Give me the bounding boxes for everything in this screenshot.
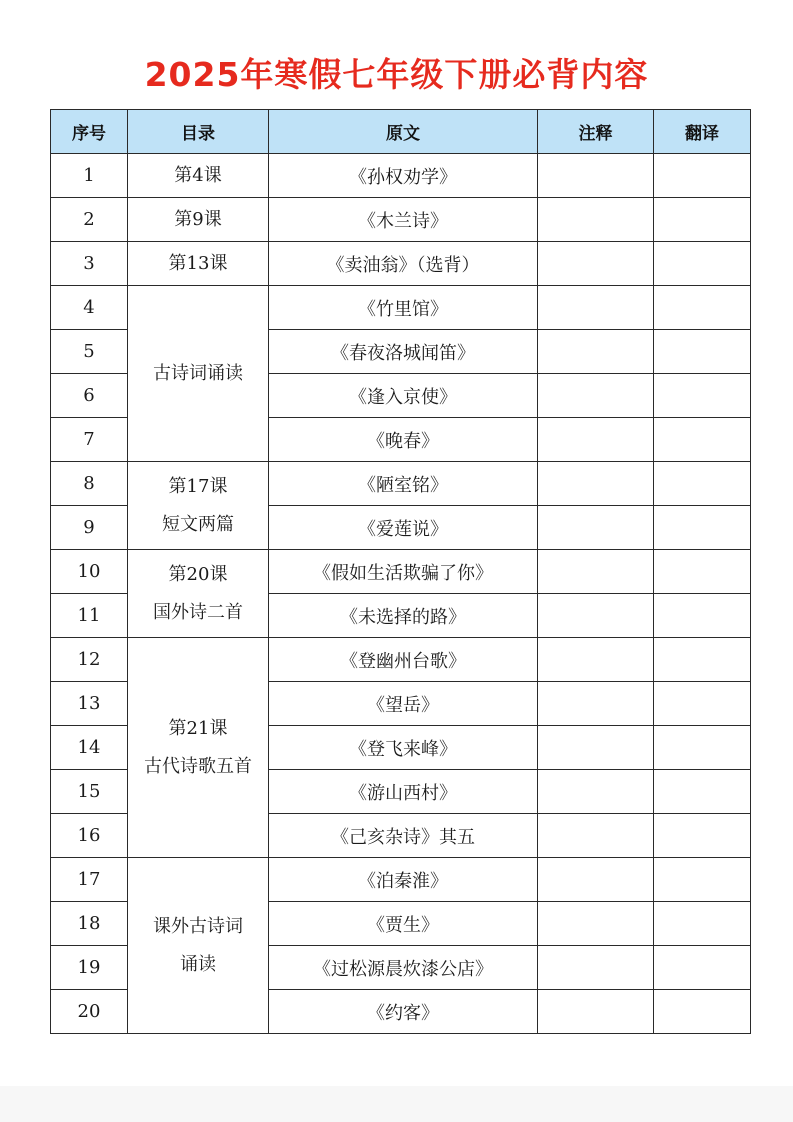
annotation-cell[interactable] — [538, 814, 654, 858]
annotation-cell[interactable] — [538, 242, 654, 286]
lesson-cell — [128, 154, 269, 198]
translation-cell[interactable] — [654, 638, 751, 682]
lesson-cell — [128, 198, 269, 242]
translation-cell[interactable] — [654, 286, 751, 330]
original-text: 《己亥杂诗》其五 — [269, 814, 538, 858]
original-text: 《登飞来峰》 — [269, 726, 538, 770]
annotation-cell[interactable] — [538, 154, 654, 198]
lesson-label: 第13课 — [168, 252, 228, 274]
table-row — [51, 242, 751, 286]
table-row — [51, 154, 751, 198]
translation-cell[interactable] — [654, 462, 751, 506]
translation-cell[interactable] — [654, 330, 751, 374]
annotation-cell[interactable] — [538, 946, 654, 990]
annotation-cell[interactable] — [538, 726, 654, 770]
translation-cell[interactable] — [654, 858, 751, 902]
table-header-row — [51, 110, 751, 154]
translation-cell[interactable] — [654, 682, 751, 726]
annotation-cell[interactable] — [538, 638, 654, 682]
annotation-cell[interactable] — [538, 990, 654, 1034]
lesson-label: 第17课 — [168, 475, 228, 497]
translation-cell[interactable] — [654, 990, 751, 1034]
table-row — [51, 286, 751, 330]
translation-cell[interactable] — [654, 374, 751, 418]
original-text: 《望岳》 — [269, 682, 538, 726]
original-text: 《晚春》 — [269, 418, 538, 462]
table-row — [51, 550, 751, 594]
annotation-cell[interactable] — [538, 858, 654, 902]
header-catalog: 目录 — [128, 110, 269, 154]
original-text: 《卖油翁》（选背） — [269, 242, 538, 286]
annotation-cell[interactable] — [538, 682, 654, 726]
row-number: 16 — [51, 814, 128, 858]
table-row — [51, 462, 751, 506]
lesson-cell — [128, 242, 269, 286]
footer-strip — [0, 1086, 793, 1122]
lesson-label: 短文两篇 — [162, 513, 234, 535]
original-text: 《竹里馆》 — [269, 286, 538, 330]
original-text: 《未选择的路》 — [269, 594, 538, 638]
table-row — [51, 638, 751, 682]
translation-cell[interactable] — [654, 814, 751, 858]
translation-cell[interactable] — [654, 550, 751, 594]
annotation-cell[interactable] — [538, 902, 654, 946]
annotation-cell[interactable] — [538, 286, 654, 330]
original-text: 《木兰诗》 — [269, 198, 538, 242]
original-text: 《游山西村》 — [269, 770, 538, 814]
lesson-label: 第21课 — [168, 717, 228, 739]
header-original: 原文 — [269, 110, 538, 154]
original-text: 《登幽州台歌》 — [269, 638, 538, 682]
translation-cell[interactable] — [654, 198, 751, 242]
original-text: 《过松源晨炊漆公店》 — [269, 946, 538, 990]
lesson-label: 第4课 — [174, 164, 222, 186]
lesson-label: 古诗词诵读 — [153, 362, 243, 384]
translation-cell[interactable] — [654, 594, 751, 638]
row-number: 10 — [51, 550, 128, 594]
row-number: 12 — [51, 638, 128, 682]
table-row — [51, 858, 751, 902]
original-text: 《孙权劝学》 — [269, 154, 538, 198]
translation-cell[interactable] — [654, 154, 751, 198]
translation-cell[interactable] — [654, 946, 751, 990]
annotation-cell[interactable] — [538, 418, 654, 462]
table-body — [51, 154, 751, 1034]
lesson-label: 第20课 — [168, 563, 228, 585]
original-text: 《约客》 — [269, 990, 538, 1034]
row-number: 1 — [51, 154, 128, 198]
row-number: 6 — [51, 374, 128, 418]
lesson-cell — [128, 550, 269, 638]
row-number: 11 — [51, 594, 128, 638]
annotation-cell[interactable] — [538, 594, 654, 638]
translation-cell[interactable] — [654, 506, 751, 550]
row-number: 3 — [51, 242, 128, 286]
recitation-table — [50, 109, 751, 1034]
original-text: 《逢入京使》 — [269, 374, 538, 418]
annotation-cell[interactable] — [538, 330, 654, 374]
header-translation: 翻译 — [654, 110, 751, 154]
row-number: 19 — [51, 946, 128, 990]
row-number: 14 — [51, 726, 128, 770]
row-number: 13 — [51, 682, 128, 726]
original-text: 《春夜洛城闻笛》 — [269, 330, 538, 374]
lesson-label: 课外古诗词 — [153, 915, 243, 937]
original-text: 《爱莲说》 — [269, 506, 538, 550]
annotation-cell[interactable] — [538, 506, 654, 550]
annotation-cell[interactable] — [538, 462, 654, 506]
lesson-cell — [128, 638, 269, 858]
lesson-label: 国外诗二首 — [153, 601, 243, 623]
row-number: 20 — [51, 990, 128, 1034]
lesson-label: 第9课 — [174, 208, 222, 230]
original-text: 《陋室铭》 — [269, 462, 538, 506]
lesson-label: 诵读 — [180, 953, 216, 975]
lesson-cell — [128, 858, 269, 1034]
header-index: 序号 — [51, 110, 128, 154]
lesson-cell — [128, 286, 269, 462]
translation-cell[interactable] — [654, 418, 751, 462]
row-number: 5 — [51, 330, 128, 374]
annotation-cell[interactable] — [538, 374, 654, 418]
page-title: 2025年寒假七年级下册必背内容 — [144, 55, 649, 94]
original-text: 《泊秦淮》 — [269, 858, 538, 902]
row-number: 18 — [51, 902, 128, 946]
row-number: 7 — [51, 418, 128, 462]
annotation-cell[interactable] — [538, 770, 654, 814]
row-number: 15 — [51, 770, 128, 814]
table-row — [51, 198, 751, 242]
lesson-cell — [128, 462, 269, 550]
row-number: 9 — [51, 506, 128, 550]
original-text: 《假如生活欺骗了你》 — [269, 550, 538, 594]
row-number: 17 — [51, 858, 128, 902]
original-text: 《贾生》 — [269, 902, 538, 946]
translation-cell[interactable] — [654, 770, 751, 814]
row-number: 4 — [51, 286, 128, 330]
translation-cell[interactable] — [654, 726, 751, 770]
translation-cell[interactable] — [654, 242, 751, 286]
header-annotation: 注释 — [538, 110, 654, 154]
row-number: 8 — [51, 462, 128, 506]
lesson-label: 古代诗歌五首 — [144, 755, 252, 777]
annotation-cell[interactable] — [538, 198, 654, 242]
row-number: 2 — [51, 198, 128, 242]
translation-cell[interactable] — [654, 902, 751, 946]
annotation-cell[interactable] — [538, 550, 654, 594]
